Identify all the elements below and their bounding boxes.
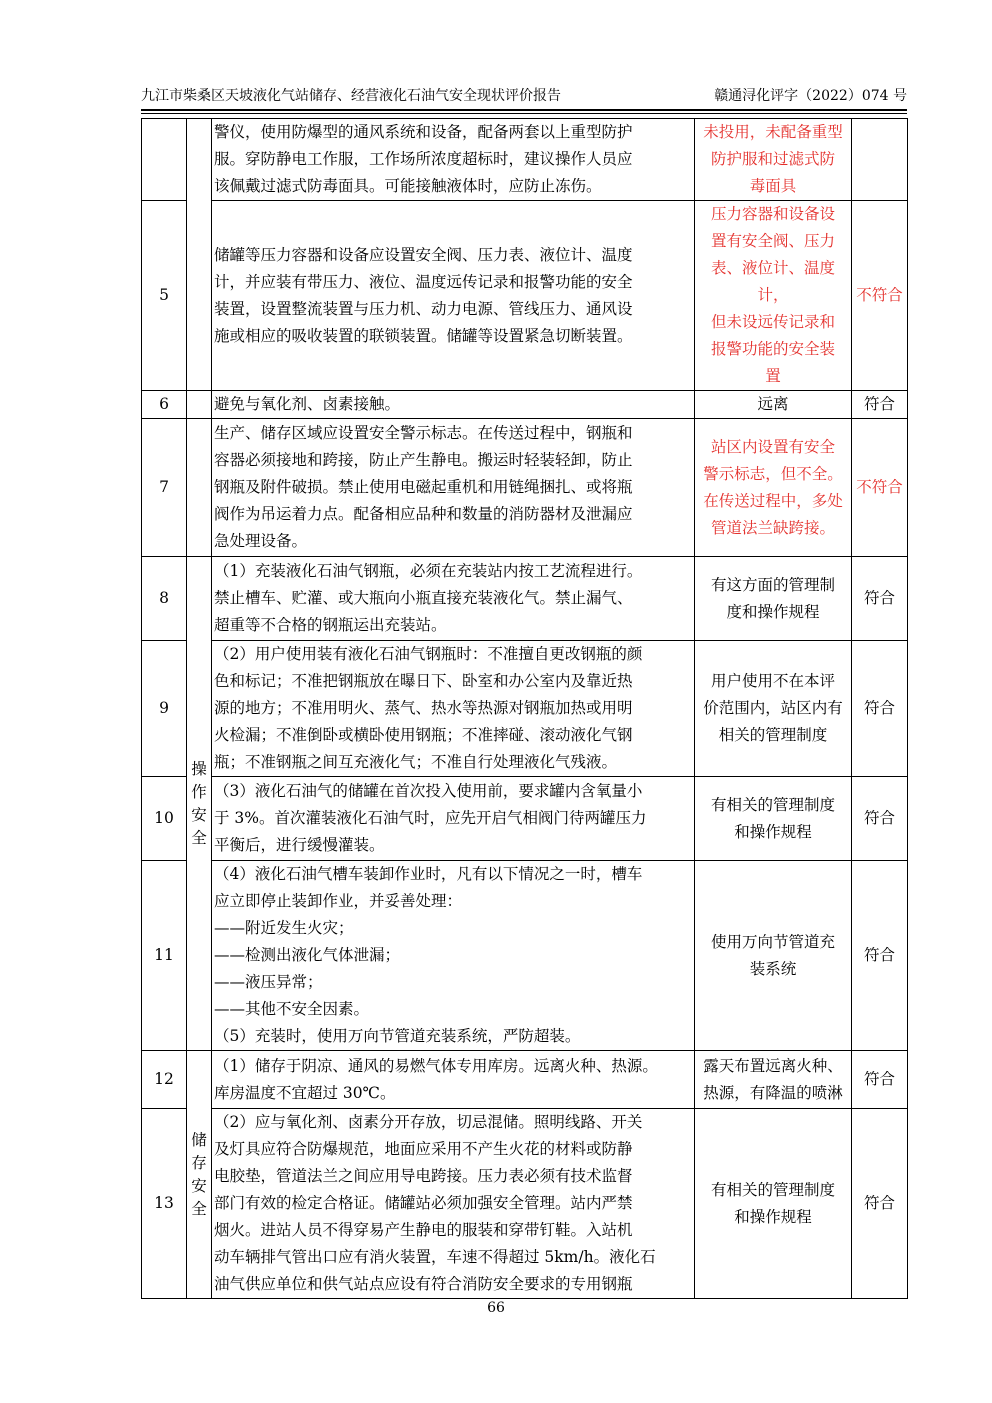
status-line: 和操作规程 [734, 822, 812, 841]
status-line: 压力容器和设备设 [710, 205, 835, 223]
category-storage-safety [187, 1051, 212, 1299]
requirement-line: （2）用户使用装有液化石油气钢瓶时：不准擅自更改钢瓶的颜 [214, 645, 643, 663]
item-number: 11 [142, 861, 187, 1051]
requirement-line: （5）充装时，使用万向节管道充装系统，严防超装。 [214, 1027, 581, 1045]
status-line: 有这方面的管理制 [710, 575, 835, 594]
category-cell-blank [187, 419, 212, 557]
status-line: 站区内设置有安全 [710, 437, 835, 456]
requirement-line: 禁止槽车、贮灌、或大瓶向小瓶直接充装液化气。禁止漏气、 [214, 589, 633, 607]
requirement-line: ——液压异常； [214, 973, 323, 991]
conformity-result: 符合 [852, 391, 908, 419]
category-char: 作 [191, 782, 207, 801]
requirement-line: （2）应与氧化剂、卤素分开存放，切忌混储。照明线路、开关 [214, 1113, 643, 1131]
status-line: 有相关的管理制度 [710, 795, 835, 814]
requirement-line: 储罐等压力容器和设备应设置安全阀、压力表、液位计、温度 [214, 245, 633, 264]
actual-status [695, 1109, 852, 1299]
requirement-line: ——附近发生火灾； [214, 919, 354, 937]
status-line: 用户使用不在本评 [710, 672, 835, 690]
item-number: 12 [142, 1051, 187, 1109]
requirement-line: （1）充装液化石油气钢瓶，必须在充装站内按工艺流程进行。 [214, 562, 643, 580]
status-line: 毒面具 [749, 177, 797, 195]
requirement-line: 部门有效的检定合格证。储罐站必须加强安全管理。站内严禁 [214, 1194, 633, 1212]
requirement-text [212, 777, 695, 861]
table-row [142, 391, 908, 419]
status-line: 装系统 [749, 959, 797, 978]
requirement-text [212, 419, 695, 557]
requirement-text [212, 641, 695, 777]
actual-status [695, 419, 852, 557]
category-char: 安 [191, 1176, 207, 1195]
category-char: 全 [191, 1199, 207, 1218]
requirement-line: 平衡后，进行缓慢灌装。 [214, 836, 385, 854]
requirement-line: ——检测出液化气体泄漏； [214, 946, 401, 964]
header-rule-thin [141, 113, 907, 114]
actual-status [695, 861, 852, 1051]
requirement-line: 及灯具应符合防爆规范，地面应采用不产生火花的材料或防静 [214, 1140, 633, 1158]
status-line: 有相关的管理制度 [710, 1180, 835, 1199]
status-line: 报警功能的安全装 [710, 340, 835, 358]
requirement-line: 于 3%。首次灌装液化石油气时，应先开启气相阀门待两罐压力 [214, 809, 647, 827]
report-title: 九江市柴桑区天坡液化气站储存、经营液化石油气安全现状评价报告 [141, 88, 561, 104]
conformity-result: 符合 [852, 1051, 908, 1109]
requirement-line: 烟火。进站人员不得穿易产生静电的服装和穿带钉鞋。入站机 [214, 1221, 633, 1239]
status-line: 表、液位计、温度计， [710, 259, 835, 304]
requirement-line: 阀作为吊运着力点。配备相应品种和数量的消防器材及泄漏应 [214, 505, 633, 523]
requirement-text [212, 557, 695, 641]
table-row [142, 641, 908, 777]
requirement-line: 色和标记；不准把钢瓶放在曝日下、卧室和办公室内及靠近热 [214, 672, 633, 690]
item-number: 13 [142, 1109, 187, 1299]
requirement-line: ——其他不安全因素。 [214, 1000, 370, 1018]
status-line: 使用万向节管道充 [710, 932, 835, 951]
requirement-line: 该佩戴过滤式防毒面具。可能接触液体时，应防止冻伤。 [214, 177, 602, 195]
requirement-line: 超重等不合格的钢瓶运出充装站。 [214, 616, 447, 634]
requirement-line: （3）液化石油气的储罐在首次投入使用前，要求罐内含氧量小 [214, 782, 643, 800]
item-number: 6 [142, 391, 187, 419]
actual-status [695, 1051, 852, 1109]
conformity-result: 符合 [852, 557, 908, 641]
requirement-line: 瓶；不准钢瓶之间互充液化气；不准自行处理液化气残液。 [214, 753, 618, 771]
category-char: 存 [191, 1153, 207, 1172]
status-line: 远离 [757, 395, 789, 413]
status-line: 防护服和过滤式防 [710, 150, 835, 168]
actual-status [695, 391, 852, 419]
requirement-line: （1）储存于阴凉、通风的易燃气体专用库房。远离火种、热源。 [214, 1056, 658, 1075]
table-row [142, 119, 908, 201]
category-char: 安 [191, 805, 207, 824]
status-line: 警示标志，但不全。 [703, 464, 843, 483]
item-number [142, 119, 187, 201]
conformity-result: 不符合 [852, 419, 908, 557]
requirement-line: 电胶垫，管道法兰之间应用导电跨接。压力表必须有技术监督 [214, 1167, 633, 1185]
status-line: 置 [765, 367, 781, 385]
report-number: 赣通浔化评字（2022）074 号 [714, 88, 907, 104]
actual-status [695, 777, 852, 861]
conformity-result [852, 119, 908, 201]
table-row [142, 777, 908, 861]
status-line: 度和操作规程 [726, 602, 820, 621]
requirement-line: （4）液化石油气槽车装卸作业时，凡有以下情况之一时，槽车 [214, 865, 643, 883]
requirement-line: 生产、储存区域应设置安全警示标志。在传送过程中，钢瓶和 [214, 424, 633, 442]
requirement-text [212, 391, 695, 419]
status-line: 置有安全阀、压力 [710, 232, 835, 250]
item-number: 5 [142, 201, 187, 391]
requirement-line: 避免与氧化剂、卤素接触。 [214, 395, 401, 413]
item-number: 7 [142, 419, 187, 557]
requirement-line: 源的地方；不准用明火、蒸气、热水等热源对钢瓶加热或用明 [214, 699, 633, 717]
item-number: 10 [142, 777, 187, 861]
status-line: 但未设远传记录和 [710, 313, 835, 331]
category-cell-blank [187, 391, 212, 419]
requirement-text [212, 1109, 695, 1299]
status-line: 热源，有降温的喷淋 [703, 1083, 843, 1102]
conformity-result: 符合 [852, 861, 908, 1051]
conformity-result: 不符合 [852, 201, 908, 391]
status-line: 相关的管理制度 [718, 726, 828, 744]
requirement-text [212, 1051, 695, 1109]
requirement-line: 装置，设置整流装置与压力机、动力电源、管线压力、通风设 [214, 299, 633, 318]
item-number: 9 [142, 641, 187, 777]
conformity-result: 符合 [852, 1109, 908, 1299]
requirement-line: 钢瓶及附件破损。禁止使用电磁起重机和用链绳捆扎、或将瓶 [214, 478, 633, 496]
requirement-line: 警仪，使用防爆型的通风系统和设备，配备两套以上重型防护 [214, 123, 633, 141]
requirement-text [212, 201, 695, 391]
page-header [141, 86, 907, 106]
page-number: 66 [487, 1300, 505, 1316]
requirement-line: 动车辆排气管出口应有消火装置，车速不得超过 5km/h。液化石 [214, 1248, 656, 1266]
item-number: 8 [142, 557, 187, 641]
requirement-line: 油气供应单位和供气站点应设有符合消防安全要求的专用钢瓶 [214, 1275, 633, 1293]
header-rule [141, 109, 907, 111]
requirement-line: 计，并应装有带压力、液位、温度远传记录和报警功能的安全 [214, 272, 633, 291]
table-row [142, 1109, 908, 1299]
category-char: 全 [191, 828, 207, 847]
status-line: 未投用，未配备重型 [703, 123, 843, 141]
evaluation-table [141, 118, 908, 1299]
category-cell-blank [187, 119, 212, 391]
actual-status [695, 557, 852, 641]
status-line: 管道法兰缺跨接。 [710, 518, 835, 537]
requirement-text [212, 861, 695, 1051]
requirement-line: 库房温度不宜超过 30℃。 [214, 1083, 396, 1102]
status-line: 在传送过程中，多处 [703, 491, 843, 510]
actual-status [695, 641, 852, 777]
table-row [142, 201, 908, 391]
requirement-line: 急处理设备。 [214, 532, 308, 550]
table-row [142, 861, 908, 1051]
status-line: 价范围内，站区内有 [703, 699, 843, 717]
requirement-line: 火检漏；不准倒卧或横卧使用钢瓶；不准摔碰、滚动液化气钢 [214, 726, 633, 744]
category-operation-safety [187, 557, 212, 1051]
requirement-line: 施或相应的吸收装置的联锁装置。储罐等设置紧急切断装置。 [214, 326, 633, 345]
requirement-line: 应立即停止装卸作业，并妥善处理： [214, 892, 463, 910]
table-row [142, 557, 908, 641]
table-row [142, 1051, 908, 1109]
category-char: 操 [191, 759, 207, 778]
requirement-line: 容器必须接地和跨接，防止产生静电。搬运时轻装轻卸，防止 [214, 451, 633, 469]
conformity-result: 符合 [852, 641, 908, 777]
status-line: 露天布置远离火种、 [703, 1056, 843, 1075]
table-row [142, 419, 908, 557]
category-char: 储 [191, 1130, 207, 1149]
requirement-line: 服。穿防静电工作服，工作场所浓度超标时，建议操作人员应 [214, 150, 633, 168]
conformity-result: 符合 [852, 777, 908, 861]
status-line: 和操作规程 [734, 1207, 812, 1226]
requirement-text [212, 119, 695, 201]
actual-status [695, 201, 852, 391]
actual-status [695, 119, 852, 201]
